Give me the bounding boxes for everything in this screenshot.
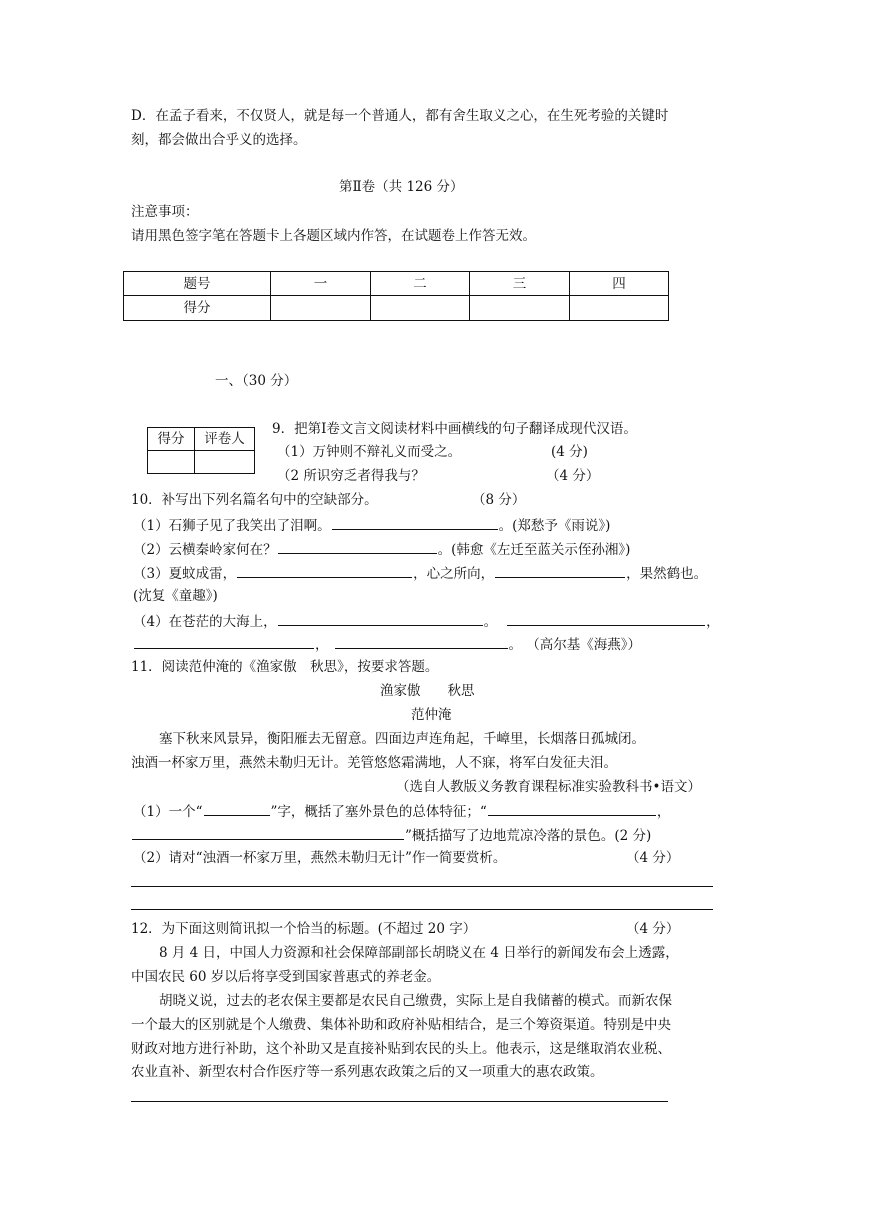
- q12-p2-line4: 农业直补、新型农村合作医疗等一系列惠农政策之后的又一项重大的惠农政策。: [131, 1064, 604, 1080]
- score-table-header-1: 一: [271, 272, 371, 296]
- q10-item2-text: （2）云横秦岭家何在？: [133, 542, 277, 558]
- q10-item4-sep3: ，: [315, 637, 329, 653]
- q9-item1-points: (4 分): [551, 444, 588, 460]
- grader-box-score-cell: [148, 451, 195, 474]
- grader-box: [147, 427, 255, 474]
- q12-p2-line1: 胡晓义说，过去的老农保主要都是农民自己缴费，实际上是自我储蓄的模式。而新农保: [159, 993, 672, 1009]
- q11-sub1-blank1[interactable]: [204, 801, 270, 816]
- q10-item4-blank4[interactable]: [335, 634, 508, 649]
- q10-item3-blank2[interactable]: [495, 563, 625, 578]
- q10-item4-text: （4）在苍茫的大海上，: [133, 614, 277, 630]
- q10-item1-text: （1）石狮子见了我笑出了泪啊。: [133, 518, 331, 534]
- q10-item3: [133, 563, 707, 583]
- q10-item3-source: (沈复《童趣》): [133, 588, 218, 604]
- q11-sub1-line1: [133, 801, 670, 821]
- q11-sub1-text3: ，: [656, 804, 671, 820]
- poem-line1: 塞下秋来风景异，衡阳雁去无留意。四面边声连角起，千嶂里，长烟落日孤城闭。: [159, 731, 645, 747]
- q10-item3-blank1[interactable]: [237, 563, 412, 578]
- score-table-row-label: 得分: [124, 296, 271, 321]
- q10-item1: [133, 515, 610, 535]
- q12-p2-line3: 财政对地方进行补助，这个补助又是直接补贴到农民的头上。他表示，这是继取消农业税、: [131, 1041, 671, 1057]
- q10-item4-blank2[interactable]: [507, 611, 705, 626]
- q10-item3-text1: （3）夏蚊成雷，: [133, 566, 237, 582]
- q11-sub1-blank2[interactable]: [488, 801, 656, 816]
- option-d-line1: D．在孟子看来，不仅贤人，就是每一个普通人，都有舍生取义之心，在生死考验的关键时: [131, 108, 669, 124]
- q12-stem: 12．为下面这则简讯拟一个恰当的标题。(不超过 20 字）: [131, 921, 477, 937]
- q12-points: （4 分）: [626, 921, 680, 937]
- q9-item1: （1）万钟则不辩礼义而受之。: [277, 444, 462, 460]
- q10-item1-blank[interactable]: [332, 515, 498, 530]
- q10-item2: [133, 539, 630, 559]
- q10-item4-sep1: 。: [483, 614, 498, 630]
- q12-p2-line2: 一个最大的区别就是个人缴费、集体补助和政府补贴相结合，是三个筹资渠道。特别是中央: [131, 1017, 671, 1033]
- q10-item2-source: 。(韩愈《左迁至蓝关示侄孙湘》): [437, 542, 631, 558]
- score-table-header-label: 题号: [124, 272, 271, 296]
- q11-sub1-text4: ”概括描写了边地荒凉冷落的景色。(2 分): [405, 828, 652, 844]
- q11-sub1-line2: [131, 825, 651, 845]
- q10-item4-line1: [133, 611, 720, 631]
- grader-box-score-label: 得分: [148, 428, 195, 451]
- q11-sub1-text2: ”字，概括了塞外景色的总体特征；“: [270, 804, 487, 820]
- q11-sub2-points: （4 分）: [626, 850, 680, 866]
- score-cell-1: [271, 296, 371, 321]
- q10-item1-source: 。(郑愁予《雨说》): [498, 518, 611, 534]
- q9-item2: （2 所识穷乏者得我与？: [277, 468, 425, 484]
- poem-author: 范仲淹: [411, 707, 452, 723]
- q12-answer-line[interactable]: [131, 1101, 668, 1102]
- score-cell-3: [470, 296, 570, 321]
- q11-answer-line2[interactable]: [131, 909, 713, 910]
- notice-heading: 注意事项：: [131, 204, 199, 220]
- q10-item4-blank3[interactable]: [134, 634, 314, 649]
- q10-item4-blank1[interactable]: [278, 611, 483, 626]
- q10-item4-source: 。 （高尔基《海燕》）: [508, 637, 642, 653]
- q10-item4-line2: [133, 634, 641, 654]
- score-cell-4: [570, 296, 669, 321]
- poem-line2: 浊酒一杯家万里，燕然未勒归无计。羌管悠悠霜满地，人不寐，将军白发征夫泪。: [131, 755, 617, 771]
- q10-item3-text3: ，果然鹤也。: [626, 566, 708, 582]
- q11-sub1-blank3[interactable]: [132, 825, 404, 840]
- part1-heading: 一、（30 分）: [215, 373, 298, 389]
- grader-box-grader-cell: [195, 451, 255, 474]
- poem-title: 渔家傲 秋思: [380, 683, 475, 699]
- option-d-line2: 刻，都会做出合乎义的选择。: [131, 132, 307, 148]
- score-table-header-4: 四: [570, 272, 669, 296]
- q9-stem: 9．把第Ⅰ卷文言文阅读材料中画横线的句子翻译成现代汉语。: [272, 421, 637, 437]
- q10-item2-blank[interactable]: [278, 539, 437, 554]
- q11-sub1-text1: （1）一个“: [133, 804, 203, 820]
- score-table-header-2: 二: [371, 272, 470, 296]
- q9-item2-points: （4 分）: [546, 468, 600, 484]
- section2-title: 第Ⅱ卷（共 126 分）: [339, 179, 464, 195]
- notice-text: 请用黑色签字笔在答题卡上各题区域内作答，在试题卷上作答无效。: [131, 228, 536, 244]
- q11-sub2: （2）请对“浊酒一杯家万里，燕然未勒归无计”作一简要赏析。: [133, 850, 507, 866]
- q11-answer-line1[interactable]: [131, 886, 713, 887]
- score-cell-2: [371, 296, 470, 321]
- poem-source: （选自人教版义务教育课程标准实验教科书•语文）: [396, 779, 701, 795]
- q10-stem: 10．补写出下列名篇名句中的空缺部分。: [131, 492, 378, 508]
- q11-stem: 11．阅读范仲淹的《渔家傲 秋思》，按要求答题。: [131, 659, 439, 675]
- score-table: [123, 271, 669, 321]
- grader-box-grader-label: 评卷人: [195, 428, 255, 451]
- q10-item4-sep2: ，: [706, 614, 720, 630]
- q10-item3-text2: ，心之所向，: [413, 566, 495, 582]
- score-table-header-3: 三: [470, 272, 570, 296]
- q10-points: （8 分）: [472, 492, 526, 508]
- q12-p1-line1: 8 月 4 日，中国人力资源和社会保障部副部长胡晓义在 4 日举行的新闻发布会上透露，: [159, 945, 679, 961]
- q12-p1-line2: 中国农民 60 岁以后将享受到国家普惠式的养老金。: [131, 969, 441, 985]
